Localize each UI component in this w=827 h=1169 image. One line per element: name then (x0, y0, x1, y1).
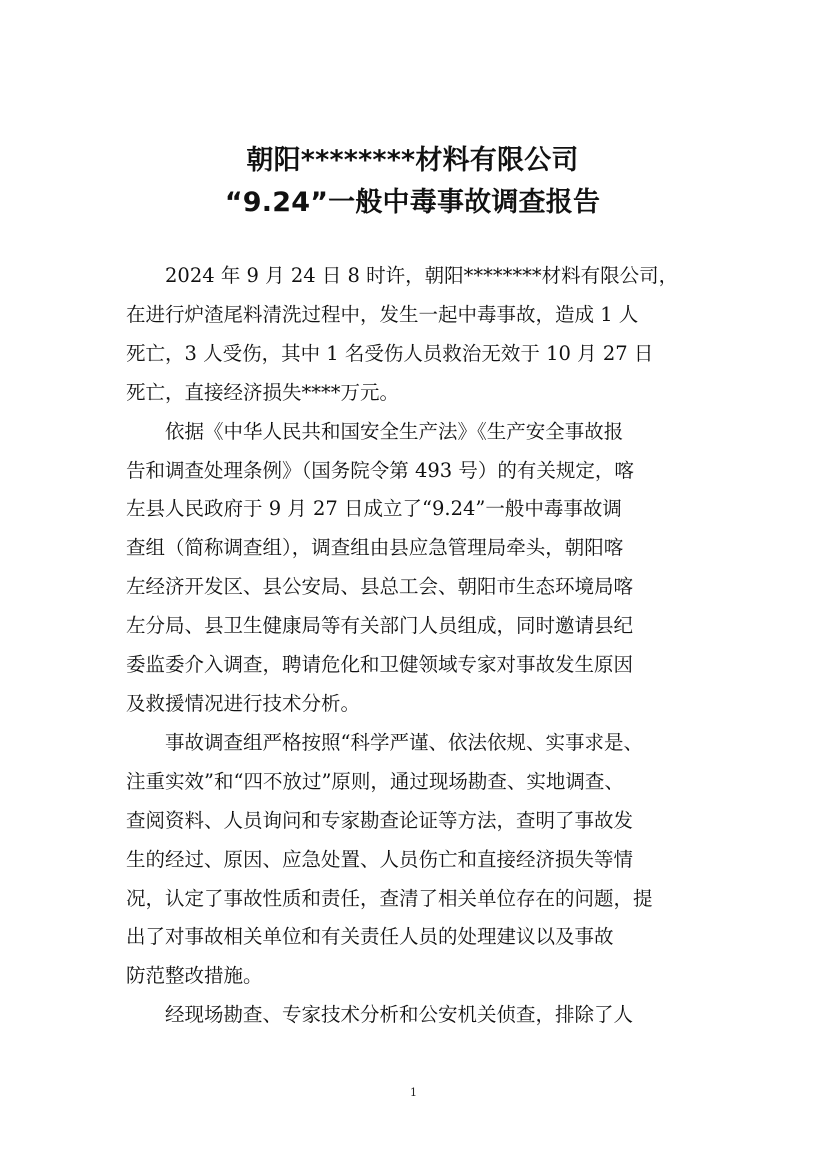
text-line: 2024 年 9 月 24 日 8 时许，朝阳********材料有限公司， (165, 264, 679, 287)
text-line: 防范整改措施。 (126, 964, 263, 988)
paragraph-accident-summary (126, 257, 699, 413)
text-line: 左县人民政府于 9 月 27 日成立了“9.24”一般中毒事故调 (126, 497, 622, 521)
text-line: 事故调查组严格按照“科学严谨、依法依规、实事求是、 (165, 730, 643, 754)
text-line: 况，认定了事故性质和责任，查清了相关单位存在的问题，提 (126, 886, 653, 910)
text-line: 左经济开发区、县公安局、县总工会、朝阳市生态环境局喀 (126, 575, 634, 599)
paragraph-investigation-basis (126, 413, 699, 724)
report-body (126, 257, 699, 1035)
paragraph-investigation-principles (126, 724, 699, 996)
title-line-company: 朝阳********材料有限公司 (246, 145, 579, 176)
text-line: 出了对事故相关单位和有关责任人员的处理建议以及事故 (126, 925, 614, 949)
text-line: 生的经过、原因、应急处置、人员伤亡和直接经济损失等情 (126, 847, 634, 871)
title-line-report: “9.24”一般中毒事故调查报告 (224, 187, 601, 218)
text-line: 告和调查处理条例》（国务院令第 493 号）的有关规定，喀 (126, 458, 634, 482)
text-line: 在进行炉渣尾料清洗过程中，发生一起中毒事故，造成 1 人 (126, 302, 639, 326)
text-line: 经现场勘查、专家技术分析和公安机关侦查，排除了人 (165, 1003, 634, 1027)
report-title (126, 140, 699, 224)
text-line: 委监委介入调查，聘请危化和卫健领域专家对事故发生原因 (126, 653, 634, 677)
text-line: 查组（简称调查组），调查组由县应急管理局牵头，朝阳喀 (126, 536, 624, 560)
text-line: 注重实效”和“四不放过”原则，通过现场勘查、实地调查、 (126, 769, 624, 793)
text-line: 依据《中华人民共和国安全生产法》《生产安全事故报 (165, 419, 624, 443)
text-line: 及救援情况进行技术分析。 (126, 691, 361, 715)
text-line: 死亡，3 人受伤，其中 1 名受伤人员救治无效于 10 月 27 日 (126, 341, 654, 365)
paragraph-findings-start (126, 996, 699, 1035)
text-line: 查阅资料、人员询问和专家勘查论证等方法，查明了事故发 (126, 808, 634, 832)
text-line: 左分局、县卫生健康局等有关部门人员组成，同时邀请县纪 (126, 614, 634, 638)
text-line: 死亡，直接经济损失****万元。 (126, 380, 400, 404)
page-number: 1 (410, 1086, 417, 1099)
